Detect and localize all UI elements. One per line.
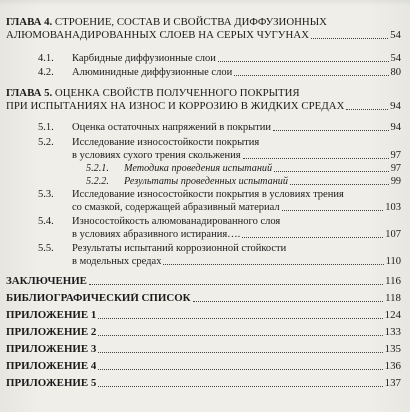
section-5-2 <box>72 150 401 161</box>
dot-leader <box>218 61 389 62</box>
chapter-5-prefix: ГЛАВА 5. <box>6 87 53 99</box>
appendix-4-page: 136 <box>384 360 401 372</box>
section-5-2-2-number: 5.2.2. <box>86 176 109 187</box>
chapter-4-title-rest: СТРОЕНИЕ, СОСТАВ И СВОЙСТВА ДИФФУЗИОННЫХ <box>52 16 327 28</box>
dot-leader <box>290 184 389 185</box>
section-5-4-page: 107 <box>385 229 401 240</box>
chapter-4-title-line-2 <box>6 30 401 41</box>
appendix-1-entry <box>6 310 401 321</box>
chapter-5-page: 94 <box>390 100 401 112</box>
conclusion-entry <box>6 276 401 287</box>
section-5-5-label-line-1: Результаты испытаний коррозионной стойкости <box>72 243 287 254</box>
section-4-1-page: 54 <box>390 53 401 64</box>
chapter-4-title-continued: АЛЮМОВАНАДИРОВАННЫХ СЛОЕВ НА СЕРЫХ ЧУГУНАХ <box>6 30 310 41</box>
chapter-4-prefix: ГЛАВА 4. <box>6 16 53 28</box>
section-5-4-label-line-2: в условиях абразивного истирания…. <box>72 229 241 240</box>
section-5-3-number: 5.3. <box>38 189 54 200</box>
appendix-2-label: ПРИЛОЖЕНИЕ 2 <box>6 327 97 338</box>
conclusion-label: ЗАКЛЮЧЕНИЕ <box>6 276 87 287</box>
dot-leader <box>346 109 388 110</box>
dot-leader <box>98 318 382 319</box>
section-5-5 <box>72 256 401 267</box>
dot-leader <box>98 386 382 387</box>
section-4-1 <box>72 53 401 64</box>
dot-leader <box>282 210 384 211</box>
section-5-1-page: 94 <box>390 122 401 133</box>
section-4-2-label: Алюминидные диффузионные слои <box>72 67 233 78</box>
section-5-2-label-line-1: Исследование износостойкости покрытия <box>72 137 260 148</box>
section-5-2-1 <box>124 163 401 174</box>
appendix-5-page: 137 <box>384 377 401 389</box>
section-5-2-page: 97 <box>390 150 401 161</box>
section-5-2-2-page: 99 <box>390 176 401 187</box>
appendix-2-page: 133 <box>384 326 401 338</box>
conclusion-page: 116 <box>385 275 401 287</box>
section-5-4-number: 5.4. <box>38 216 54 227</box>
section-5-3-page: 103 <box>385 202 401 213</box>
dot-leader <box>193 301 383 302</box>
chapter-5-title-rest: ОЦЕНКА СВОЙСТВ ПОЛУЧЕННОГО ПОКРЫТИЯ <box>52 87 300 99</box>
appendix-2-entry <box>6 327 401 338</box>
dot-leader <box>273 130 388 131</box>
section-5-2-1-label: Методика проведения испытаний <box>124 163 273 174</box>
dot-leader <box>98 352 382 353</box>
section-5-1 <box>72 122 401 133</box>
appendix-4-label: ПРИЛОЖЕНИЕ 4 <box>6 361 97 372</box>
section-5-2-1-number: 5.2.1. <box>86 163 109 174</box>
dot-leader <box>163 264 383 265</box>
appendix-5-label: ПРИЛОЖЕНИЕ 5 <box>6 378 97 389</box>
appendix-5-entry <box>6 378 401 389</box>
chapter-4-title-line-1 <box>6 17 327 28</box>
section-4-1-number: 4.1. <box>38 53 54 64</box>
section-5-2-number: 5.2. <box>38 137 54 148</box>
dot-leader <box>98 335 382 336</box>
dot-leader <box>243 158 389 159</box>
section-5-5-number: 5.5. <box>38 243 54 254</box>
appendix-1-label: ПРИЛОЖЕНИЕ 1 <box>6 310 97 321</box>
appendix-3-page: 135 <box>384 343 401 355</box>
chapter-5-title-line-2 <box>6 101 401 112</box>
bibliography-entry <box>6 293 401 304</box>
section-5-2-1-page: 97 <box>390 163 401 174</box>
bibliography-label: БИБЛИОГРАФИЧЕСКИЙ СПИСОК <box>6 293 191 304</box>
appendix-1-page: 124 <box>384 309 401 321</box>
section-5-1-label: Оценка остаточных напряжений в покрытии <box>72 122 272 133</box>
section-5-3-label-line-1: Исследование износостойкости покрытия в условиях трения <box>72 189 344 200</box>
dot-leader <box>274 171 389 172</box>
dot-leader <box>89 284 383 285</box>
section-4-1-label: Карбидные диффузионные слои <box>72 53 216 64</box>
appendix-3-label: ПРИЛОЖЕНИЕ 3 <box>6 344 97 355</box>
section-5-1-number: 5.1. <box>38 122 54 133</box>
section-5-5-page: 110 <box>385 256 401 267</box>
dot-leader <box>242 237 383 238</box>
dot-leader <box>234 75 388 76</box>
section-5-2-2-label: Результаты проведенных испытаний <box>124 176 288 187</box>
section-5-2-2 <box>124 176 401 187</box>
chapter-5-title-continued: ПРИ ИСПЫТАНИЯХ НА ИЗНОС И КОРРОЗИЮ В ЖИДКИХ СРЕДАХ <box>6 101 345 112</box>
chapter-5-title-line-1 <box>6 88 300 99</box>
section-5-4-label-line-1: Износостойкость алюмованадированного слоя <box>72 216 281 227</box>
bibliography-page: 118 <box>385 292 401 304</box>
appendix-4-entry <box>6 361 401 372</box>
section-5-3 <box>72 202 401 213</box>
section-4-2 <box>72 67 401 78</box>
section-5-4 <box>72 229 401 240</box>
dot-leader <box>98 369 382 370</box>
section-4-2-number: 4.2. <box>38 67 54 78</box>
section-5-5-label-line-2: в модельных средах <box>72 256 162 267</box>
chapter-4-page: 54 <box>390 29 401 41</box>
section-5-3-label-line-2: со смазкой, содержащей абразивный материал <box>72 202 280 213</box>
dot-leader <box>311 38 388 39</box>
appendix-3-entry <box>6 344 401 355</box>
section-4-2-page: 80 <box>390 67 401 78</box>
section-5-2-label-line-2: в условиях сухого трения скольжения <box>72 150 241 161</box>
